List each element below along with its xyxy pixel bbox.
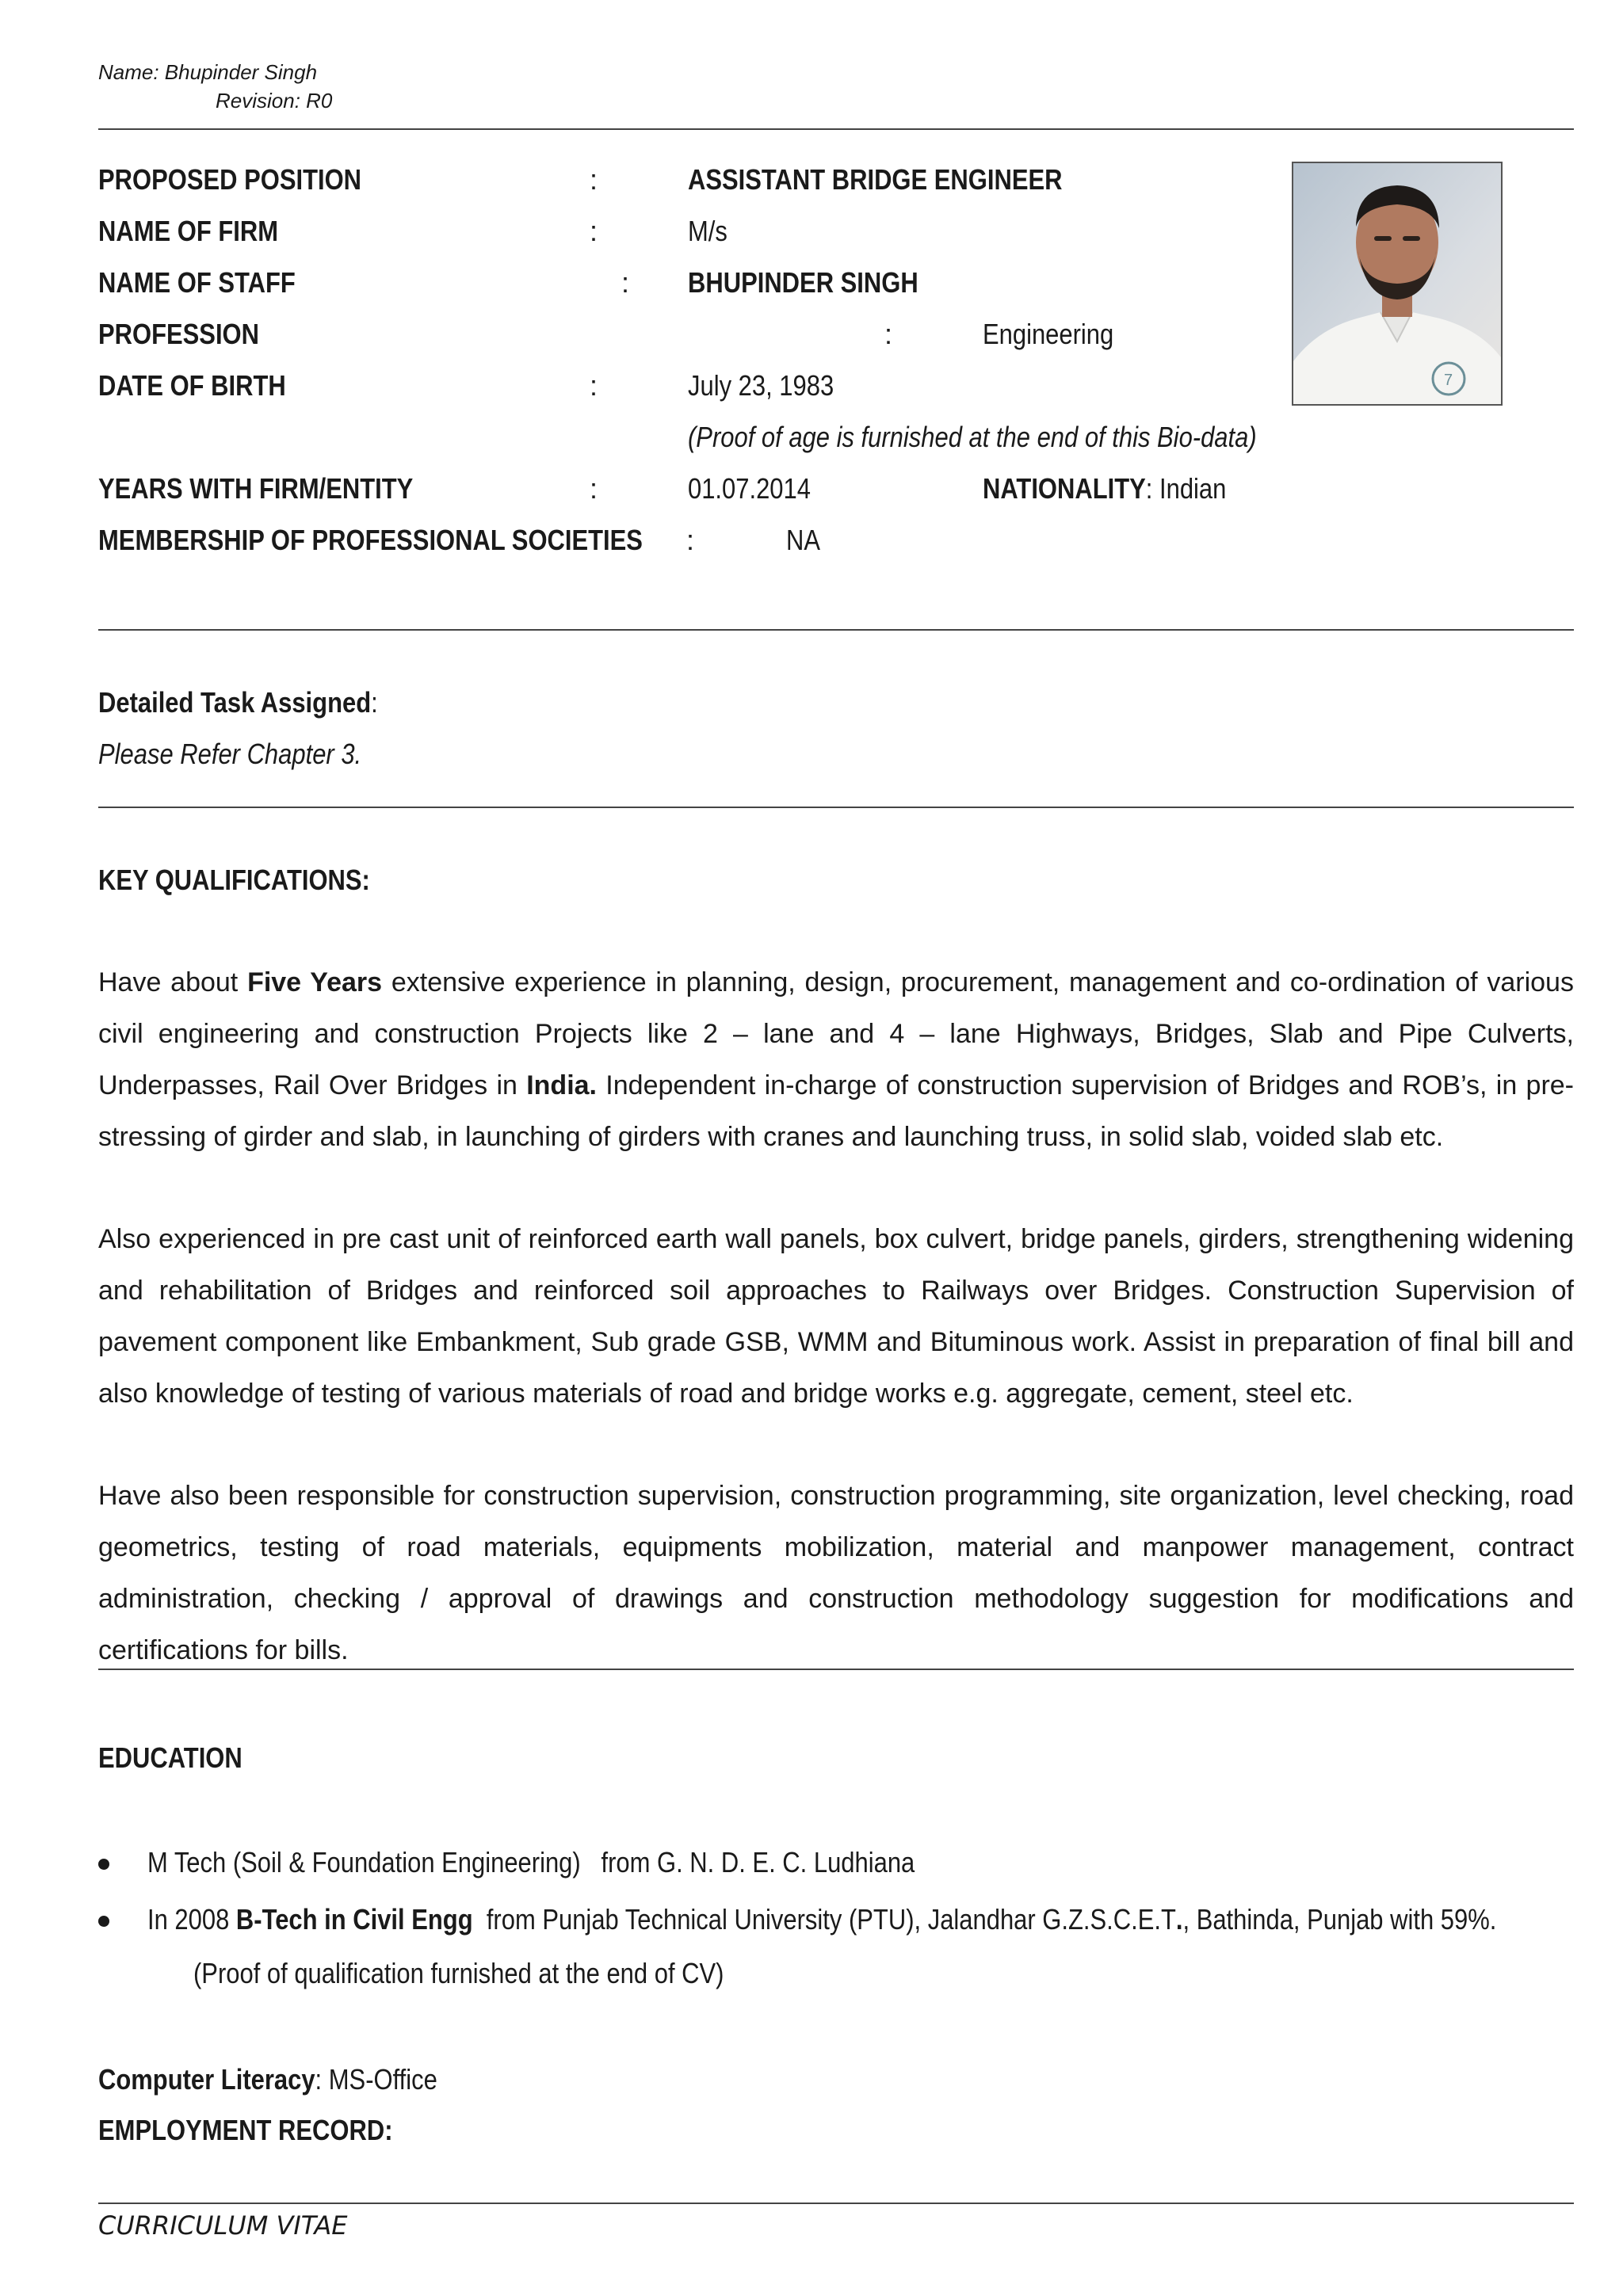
portrait-image <box>1293 163 1501 404</box>
footer-divider <box>98 2203 1574 2204</box>
years-with-firm-value: 01.07.2014 <box>688 472 811 505</box>
name-of-firm-value: M/s <box>688 215 727 247</box>
staff-photo <box>1292 162 1503 406</box>
name-of-staff-label: NAME OF STAFF <box>98 266 296 299</box>
p1-emphasis-years: Five Years <box>247 967 383 997</box>
date-of-birth-label: DATE OF BIRTH <box>98 369 286 402</box>
btech-university: from Punjab Technical University (PTU), Jalandhar G.Z.S.C.E.T <box>472 1903 1176 1936</box>
p1-text-c: extensive experience in planning, design, procurement, management and co-ordination of various civil engineering and construction Projects like 2 – lane and 4 – lane Highways, Bridges, Slab and Pipe Culverts, Underpasses, Rail Over Bridges in <box>98 967 1574 1100</box>
computer-literacy <box>98 2063 437 2096</box>
header-divider <box>98 128 1574 130</box>
bullet-icon <box>98 1916 109 1927</box>
name-of-staff-value: BHUPINDER SINGH <box>688 266 918 299</box>
membership-label: MEMBERSHIP OF PROFESSIONAL SOCIETIES <box>98 524 643 556</box>
section-divider <box>98 629 1574 631</box>
bullet-icon <box>98 1859 109 1870</box>
btech-dot: . <box>1175 1903 1183 1936</box>
computer-literacy-label: Computer Literacy <box>98 2063 315 2096</box>
years-with-firm-label: YEARS WITH FIRM/ENTITY <box>98 472 414 505</box>
task-heading-label: Detailed Task Assigned <box>98 686 372 719</box>
date-of-birth-value: July 23, 1983 <box>688 369 834 402</box>
computer-literacy-value: : MS-Office <box>315 2063 437 2096</box>
btech-year: In 2008 <box>147 1903 236 1936</box>
colon: : <box>621 266 630 299</box>
btech-location: , Bathinda, Punjab with 59%. <box>1182 1903 1497 1936</box>
task-heading-colon: : <box>371 686 378 719</box>
education-item-mtech: M Tech (Soil & Foundation Engineering) from G. N. D. E. C. Ludhiana <box>147 1846 915 1878</box>
proposed-position-label: PROPOSED POSITION <box>98 163 362 196</box>
key-qualifications-paragraph-2: Also experienced in pre cast unit of reinforced earth wall panels, box culvert, bridge panels, girders, strengthening widening and rehabilitation of Bridges and reinforced soil approaches to Railways over Bridges. Construction Supervision of pavement component like Embankment, Sub grade GSB, WMM and Bituminous work. Assist in preparation of final bill and also knowledge of testing of various materials of road and bridge works e.g. aggregate, cement, steel etc. <box>98 1224 1574 1409</box>
colon: : <box>590 215 598 247</box>
header-revision: Revision: R0 <box>216 89 333 113</box>
profession-label: PROFESSION <box>98 318 260 350</box>
p1-text-e: Independent in-charge of construction supervision of Bridges and ROB’s, in pre-stressing of girder and slab, in launching of girders with cranes and launching truss, in solid slab, voided slab etc. <box>98 1070 1574 1152</box>
nationality-label: NATIONALITY <box>983 472 1146 505</box>
key-qualifications-paragraph-3: Have also been responsible for construction supervision, construction programming, site organization, level checking, road geometrics, testing of road materials, equipments mobilization, material and manpower management, contract administration, checking / approval of drawings and construction methodology suggestion for modifications and certifications for bills. <box>98 1481 1574 1665</box>
key-qualifications-paragraph-1 <box>98 957 1574 1163</box>
proposed-position-value: ASSISTANT BRIDGE ENGINEER <box>688 163 1063 196</box>
name-of-firm-label: NAME OF FIRM <box>98 215 279 247</box>
education-item-btech <box>147 1903 1496 1936</box>
colon: : <box>590 369 598 402</box>
task-text: Please Refer Chapter 3. <box>98 738 362 770</box>
header-name: Name: Bhupinder Singh <box>98 60 318 84</box>
footer-title: CURRICULUM VITAE <box>98 2210 348 2241</box>
colon: : <box>884 318 893 350</box>
profession-value: Engineering <box>983 318 1114 350</box>
nationality-value: : Indian <box>1145 472 1227 505</box>
employment-record-heading: EMPLOYMENT RECORD: <box>98 2114 393 2146</box>
membership-value: NA <box>786 524 821 556</box>
p1-emphasis-india: India. <box>526 1070 598 1100</box>
key-qualifications-heading: KEY QUALIFICATIONS: <box>98 864 370 896</box>
education-heading: EDUCATION <box>98 1741 242 1774</box>
svg-text:7: 7 <box>1444 372 1453 389</box>
nationality-field <box>983 472 1226 505</box>
colon: : <box>590 472 598 505</box>
education-proof-note: (Proof of qualification furnished at the end of CV) <box>193 1957 724 1989</box>
section-divider <box>98 1669 1574 1670</box>
colon: : <box>590 163 598 196</box>
section-divider <box>98 807 1574 808</box>
p1-text-a: Have about <box>98 967 248 997</box>
colon: : <box>686 524 695 556</box>
task-heading <box>98 686 378 719</box>
btech-degree: B-Tech in Civil Engg <box>235 1903 473 1936</box>
proof-of-age-note: (Proof of age is furnished at the end of this Bio-data) <box>688 421 1257 453</box>
